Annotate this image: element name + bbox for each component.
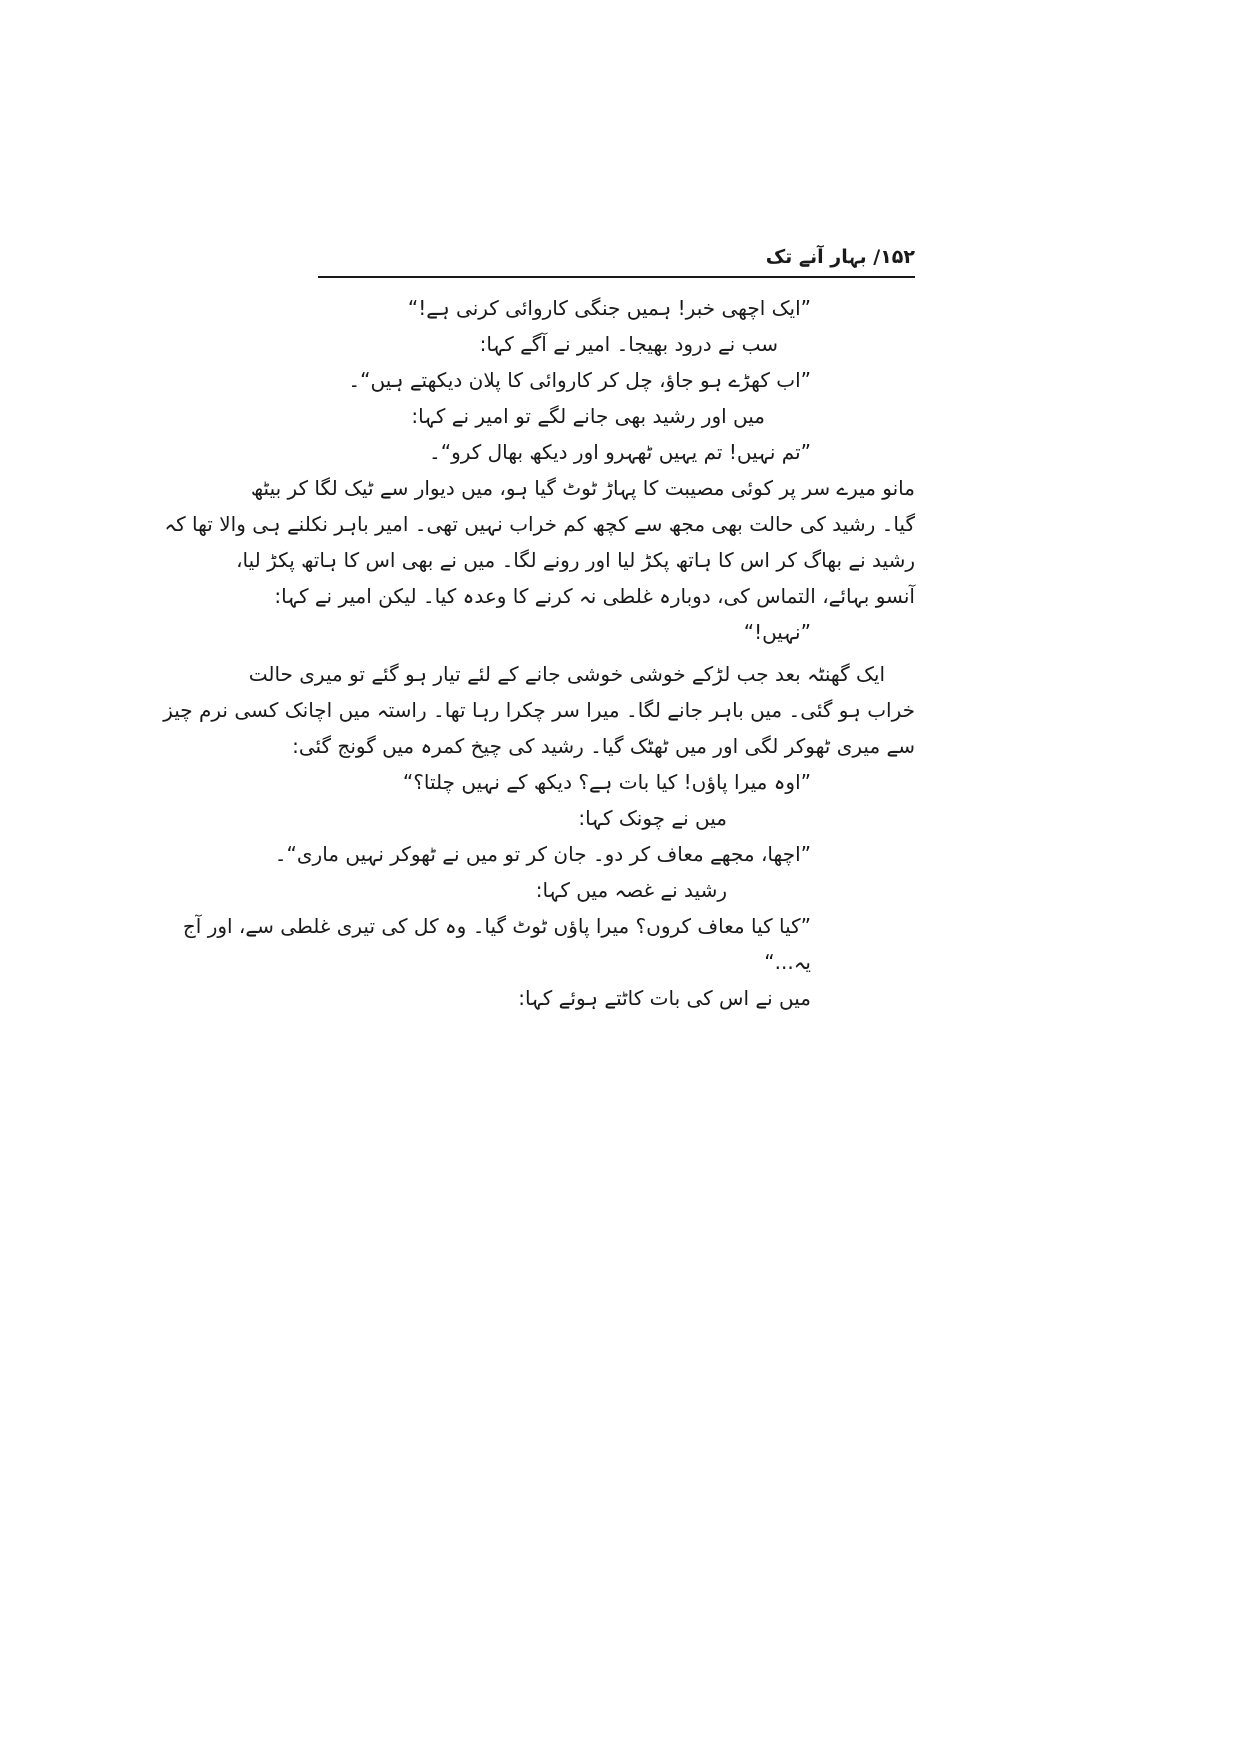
paragraph-line: گیا۔ رشید کی حالت بھی مجھ سے کچھ کم خراب نہیں تھی۔ امیر باہر نکلنے ہی والا تھا کہ [164,512,915,536]
dialogue-line: ”اب کھڑے ہو جاؤ، چل کر کاروائی کا پلان دیکھتے ہیں“۔ [348,368,811,392]
paragraph-line: سے میری ٹھوکر لگی اور میں ٹھٹک گیا۔ رشید کی چیخ کمرہ میں گونج گئی: [292,734,915,758]
dialogue-line: یہ...“ [764,950,811,974]
header-rule [318,276,915,278]
dialogue-line: ”کیا کیا معاف کروں؟ میرا پاؤں ٹوٹ گیا۔ وہ کل کی تیری غلطی سے، اور آج [182,914,811,938]
dialogue-line: ”تم نہیں! تم یہیں ٹھہرو اور دیکھ بھال کرو“۔ [428,440,811,464]
dialogue-line: ”اچھا، مجھے معاف کر دو۔ جان کر تو میں نے ٹھوکر نہیں ماری“۔ [274,842,811,866]
running-header: ۱۵۲/ بہار آنے تک [765,246,915,268]
narration-line: میں نے چونک کہا: [578,806,727,830]
paragraph-line: مانو میرے سر پر کوئی مصیبت کا پہاڑ ٹوٹ گیا ہو، میں دیوار سے ٹیک لگا کر بیٹھ [250,476,915,500]
narration-line: رشید نے غصہ میں کہا: [535,878,727,902]
paragraph-line: خراب ہو گئی۔ میں باہر جانے لگا۔ میرا سر چکرا رہا تھا۔ راستہ میں اچانک کسی نرم چیز [163,698,915,722]
paragraph-line: ایک گھنٹہ بعد جب لڑکے خوشی خوشی جانے کے لئے تیار ہو گئے تو میری حالت [248,662,885,686]
dialogue-line: ”ایک اچھی خبر! ہمیں جنگی کاروائی کرنی ہے!“ [407,296,811,320]
dialogue-line: ”نہیں!“ [743,620,811,644]
paragraph-line: رشید نے بھاگ کر اس کا ہاتھ پکڑ لیا اور رونے لگا۔ میں نے بھی اس کا ہاتھ پکڑ لیا، [236,548,915,572]
dialogue-line: ”اوہ میرا پاؤں! کیا بات ہے؟ دیکھ کے نہیں چلتا؟“ [402,770,811,794]
narration-line: میں نے اس کی بات کاٹتے ہوئے کہا: [518,986,811,1010]
page-body [163,290,915,1016]
paragraph-line: آنسو بہائے، التماس کی، دوبارہ غلطی نہ کرنے کا وعدہ کیا۔ لیکن امیر نے کہا: [274,584,915,608]
narration-line: میں اور رشید بھی جانے لگے تو امیر نے کہا: [411,404,765,428]
narration-line: سب نے درود بھیجا۔ امیر نے آگے کہا: [479,332,778,356]
